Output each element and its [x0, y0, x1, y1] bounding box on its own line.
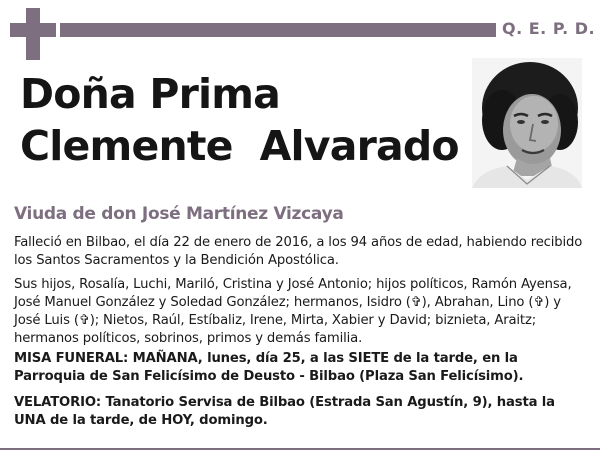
header-rule [60, 23, 496, 37]
funeral-mass-paragraph: MISA FUNERAL: MAÑANA, lunes, día 25, a las SIETE de la tarde, en la Parroquia de San Felicísimo de Deusto - Bilbao (Plaza San Felicísimo). [14, 351, 524, 384]
deceased-name-line2: Clemente Alvarado [20, 122, 459, 170]
family-paragraph: Sus hijos, Rosalía, Luchi, Mariló, Cristina y José Antonio; hijos políticos, Ramón Ayensa, José Manuel González y Soledad González; hermanos, Isidro (✞), Abrahan, Lino (✞) y José Luis (✞); Nietos, Raúl, Estíbaliz, Irene, Mirta, Xabier y David; biznieta, Araitz; hermanos políticos, sobrinos, primos y demás familia. [14, 277, 572, 346]
widow-of: Viuda de don José Martínez Vizcaya [14, 204, 344, 224]
footer-rule [0, 448, 600, 450]
portrait-illustration [472, 58, 582, 188]
portrait-photo [472, 58, 582, 188]
deceased-name-line1: Doña Prima [20, 70, 281, 118]
cross-icon-arm [10, 23, 56, 37]
qepd-label: Q. E. P. D. [502, 19, 596, 38]
deceased-name [20, 68, 459, 172]
death-notice-paragraph: Falleció en Bilbao, el día 22 de enero de 2016, a los 94 años de edad, habiendo recibido los Santos Sacramentos y la Bendición Apostólica. [14, 235, 583, 268]
wake-paragraph: VELATORIO: Tanatorio Servisa de Bilbao (Estrada San Agustín, 9), hasta la UNA de la tarde, de HOY, domingo. [14, 395, 555, 428]
